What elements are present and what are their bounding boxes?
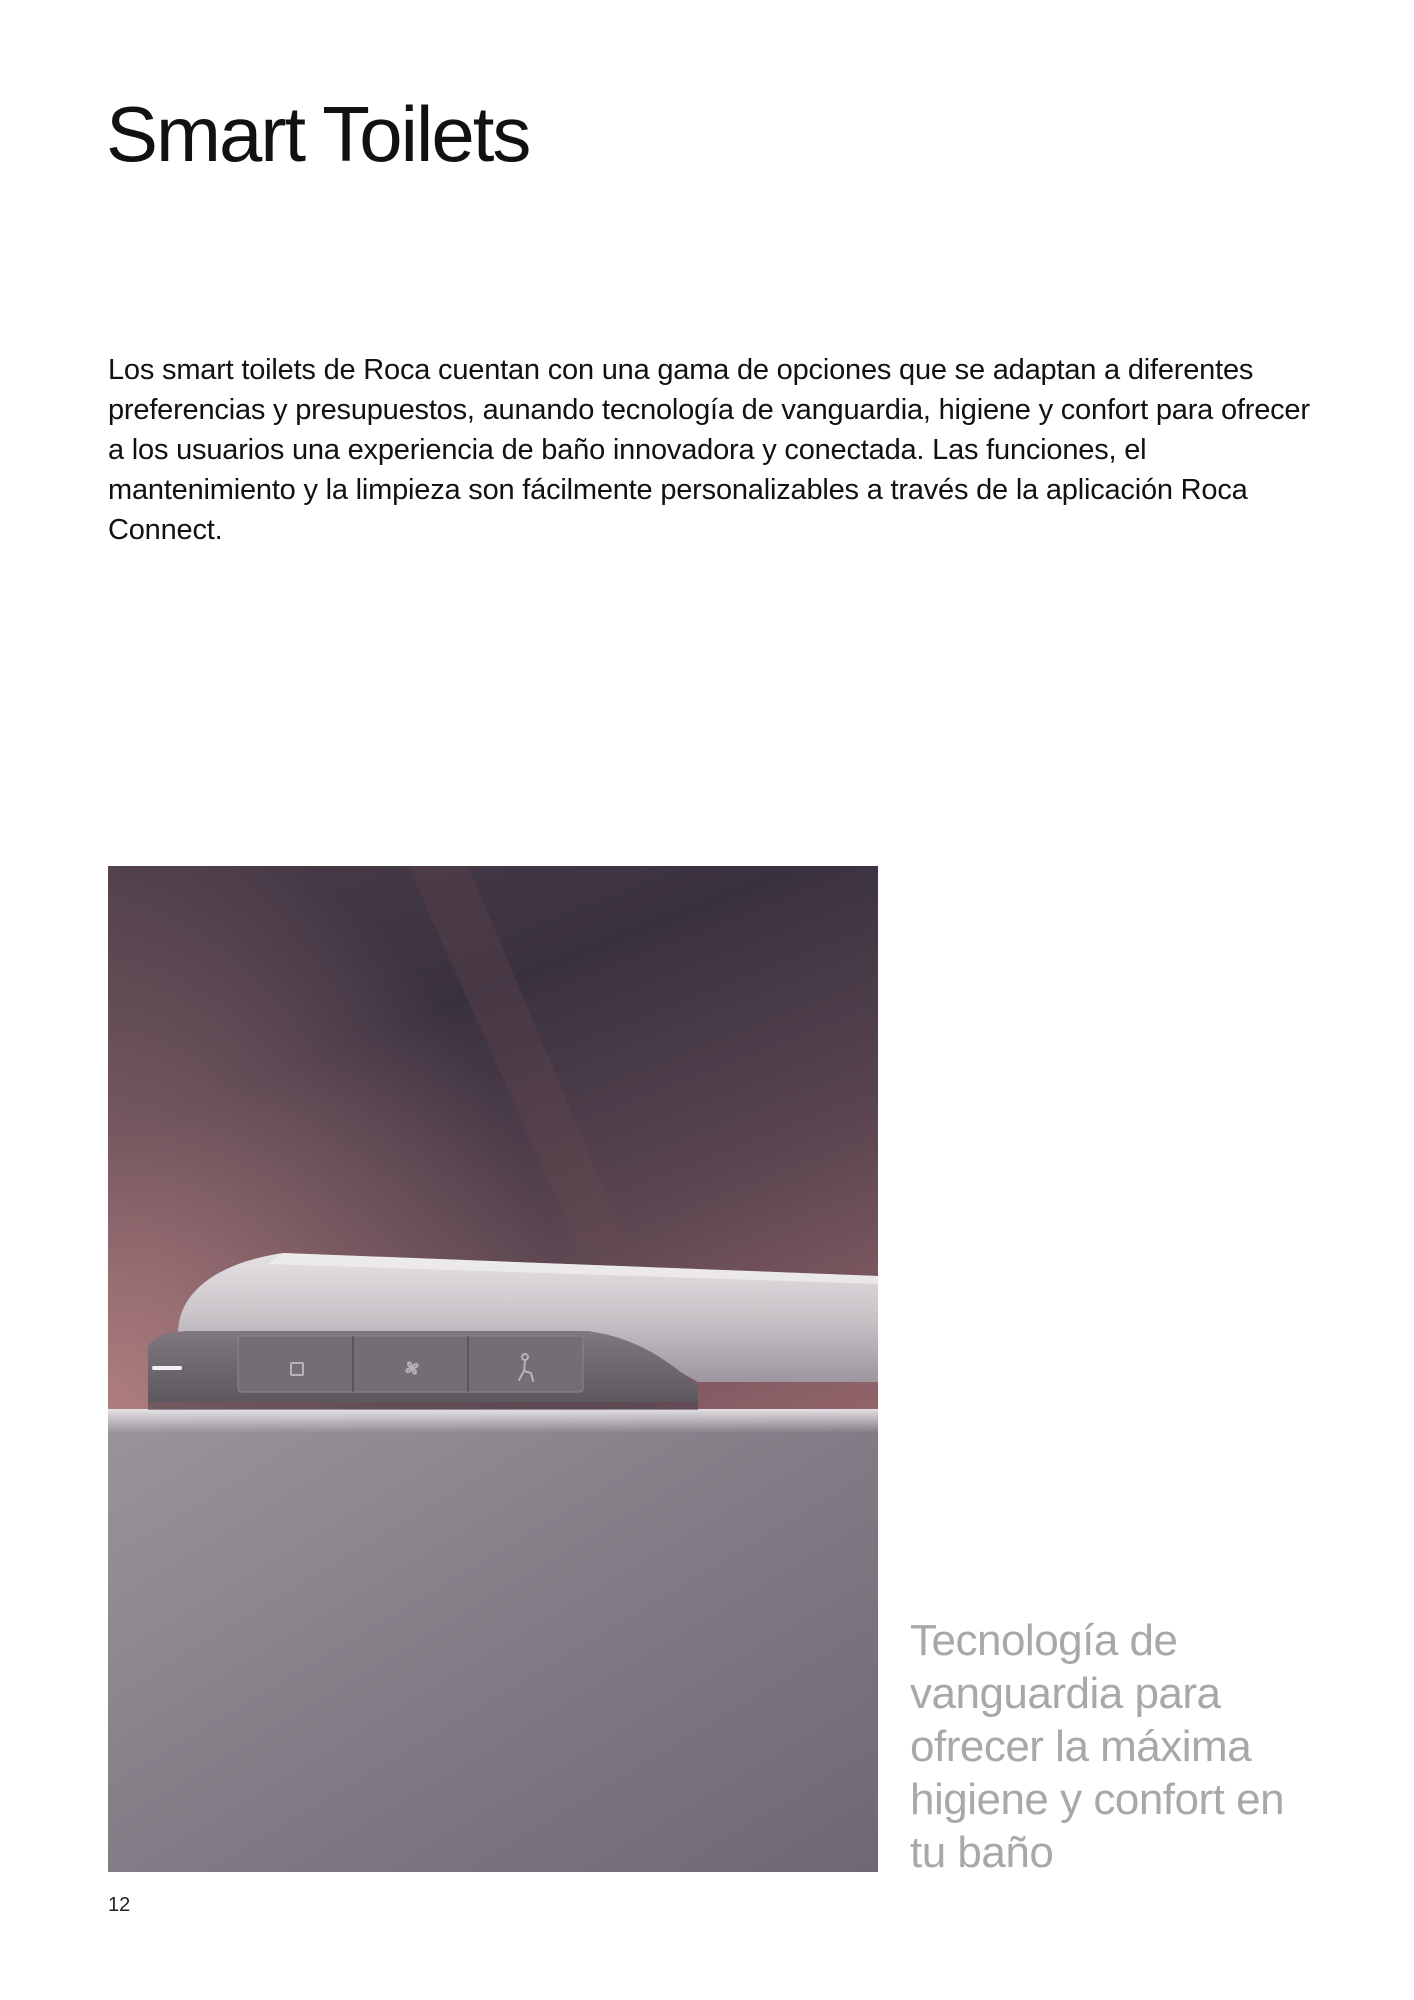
intro-paragraph: Los smart toilets de Roca cuentan con una gama de opciones que se adaptan a diferentes preferencias y presupuestos, aunando tecnología de vanguardia, higiene y confort para ofrecer a los usuarios una experiencia de baño innovadora y conectada. Las funciones, el mantenimiento y la limpieza son fácilmente personalizables a través de la aplicación Roca Connect. [108, 354, 1310, 546]
product-photo [108, 866, 878, 1872]
tagline: Tecnología de vanguardia para ofrecer la máxima higiene y confort en tu baño [910, 1616, 1285, 1877]
seated-person-icon [514, 1352, 538, 1384]
square-icon [290, 1362, 304, 1376]
page-title: Smart Toilets [106, 90, 530, 178]
page-number: 12 [108, 1894, 131, 1916]
fan-icon [400, 1356, 424, 1380]
